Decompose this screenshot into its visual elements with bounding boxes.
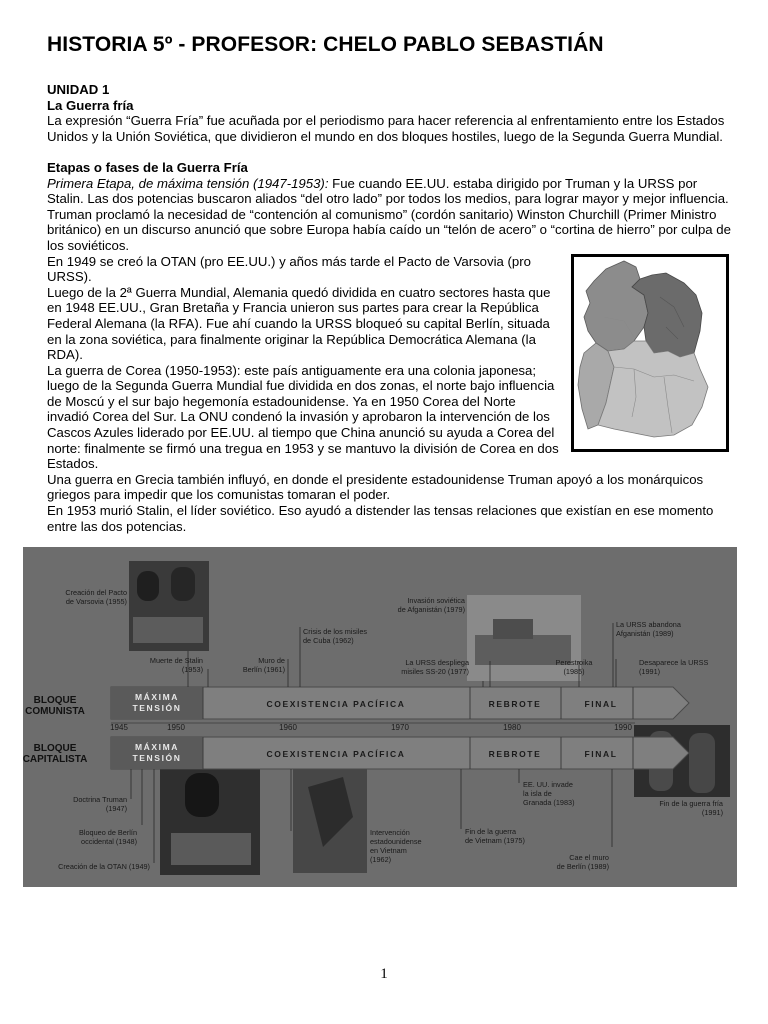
event-fin-guerra-line1: Fin de la guerra fría — [659, 799, 723, 808]
spacer — [47, 144, 737, 160]
event-ss20-line1: La URSS despliega — [405, 658, 469, 667]
timeline-graphic — [23, 547, 737, 887]
band-bottom-coexistencia: COEXISTENCIA PACÍFICA — [266, 749, 406, 759]
year-1960: 1960 — [279, 723, 297, 732]
bloc-top-line1: BLOQUE — [33, 695, 77, 706]
band-bottom-maxima-line1: MÁXIMA — [134, 742, 180, 752]
event-pacto-line1: Creación del Pacto — [65, 588, 127, 597]
unit-label: UNIDAD 1 — [47, 82, 110, 97]
event-perestroika-line2: (1985) — [563, 667, 585, 676]
band-bottom-final: FINAL — [584, 749, 618, 759]
band-top-rebrote: REBROTE — [488, 699, 542, 709]
event-muro-line1: Muro de — [258, 656, 285, 665]
event-vietnam-fin-line1: Fin de la guerra — [465, 827, 517, 836]
body-text — [47, 82, 737, 534]
band-top-coexistencia: COEXISTENCIA PACÍFICA — [266, 699, 406, 709]
event-granada-line1: EE. UU. invade — [523, 780, 573, 789]
band-top-final: FINAL — [584, 699, 618, 709]
event-vietnam-int-line4: (1962) — [370, 855, 392, 864]
year-1950: 1950 — [167, 723, 185, 732]
event-vietnam-int-line3: en Vietnam — [370, 846, 407, 855]
page-title: HISTORIA 5º - PROFESOR: CHELO PABLO SEBASTIÁN — [47, 33, 604, 56]
greece-paragraph: Una guerra en Grecia también influyó, en donde el presidente estadounidense Truman apoyó a los monárquicos griegos para impedir que los comunistas tomaran el poder. — [47, 471, 704, 503]
germany-map-figure — [571, 254, 729, 452]
otan-paragraph: En 1949 se creó la OTAN (pro EE.UU.) y años más tarde el Pacto de Varsovia (pro URSS). — [47, 253, 531, 285]
cold-war-timeline-figure — [23, 547, 737, 887]
event-fin-guerra-line2: (1991) — [701, 808, 723, 817]
event-ss20-line2: misiles SS-20 (1977) — [401, 667, 469, 676]
first-stage-label: Primera Etapa, de máxima tensión (1947-1953): — [47, 175, 329, 191]
event-afganistan-line2: de Afganistán (1979) — [397, 605, 465, 614]
band-top-maxima-line1: MÁXIMA — [134, 692, 180, 702]
event-granada-line2: la isla de — [523, 789, 552, 798]
event-vietnam-fin-line2: de Vietnam (1975) — [465, 836, 525, 845]
event-otan: Creación de la OTAN (1949) — [58, 862, 150, 871]
year-1990: 1990 — [614, 723, 632, 732]
year-1945: 1945 — [110, 723, 128, 732]
event-perestroika-line1: Perestroika — [555, 658, 593, 667]
event-muro-line2: Berlín (1961) — [242, 665, 285, 674]
section-heading-etapas: Etapas o fases de la Guerra Fría — [47, 159, 248, 175]
event-stalin-line1: Muerte de Stalin — [149, 656, 203, 665]
band-bottom-rebrote: REBROTE — [488, 749, 542, 759]
band-bottom-maxima-line2: TENSIÓN — [132, 753, 182, 763]
germany-paragraph: Luego de la 2ª Guerra Mundial, Alemania quedó dividida en cuatro sectores hasta que en 1948 EE.UU., Gran Bretaña y Francia unieron sus partes para crear la República Federal Alemana (la RFA). Fue ahí cuando la URSS bloqueó su capital Berlín, situada en la zona soviética, para finalmente originar la República Democrática Alemana (la RDA). — [47, 284, 551, 363]
first-stage-text: Fue cuando EE.UU. estaba dirigido por Truman y la URSS por Stalin. Las dos potencias buscaron aliados “del otro lado” por todos los medios, para lograr mayor y mejor influencia. Truman proclamó la necesidad de “contención al comunismo” (cordón sanitario) Winston Churchill (Primer Ministro británico) en un discurso anunció que sobre Europa había caído un “telón de acero” o “cortina de hierro” por culpa de los soviéticos. — [47, 175, 731, 253]
event-desaparece-line2: (1991) — [639, 667, 661, 676]
event-cae-muro-line1: Cae el muro — [569, 853, 609, 862]
event-truman-line2: (1947) — [105, 804, 127, 813]
event-pacto-line2: de Varsovia (1955) — [65, 597, 127, 606]
event-bloqueo-line2: occidental (1948) — [81, 837, 137, 846]
event-abandona-line2: Afganistán (1989) — [616, 629, 674, 638]
event-cuba-line1: Crisis de los misiles — [303, 627, 368, 636]
korea-paragraph: La guerra de Corea (1950-1953): este país antiguamente era una colonia japonesa; luego de la Segunda Guerra Mundial fue dividida en dos zonas, el norte bajo influencia de Moscú y el sur bajo hegemonía estadounidense. Ya en 1950 Corea del Norte invadió Corea del Sur. La ONU condenó la invasión y aprobaron la intervención de los Cascos Azules liderado por EE.UU. al tiempo que China anunció su ayuda a Corea del norte: finalmente se firmó una tregua en 1953 y se mantuvo la división de Corea en dos Estados. — [47, 362, 559, 472]
year-1980: 1980 — [503, 723, 521, 732]
stalin-paragraph: En 1953 murió Stalin, el líder soviético. Eso ayudó a distender las tensas relaciones que existían en ese momento entre las dos potencias. — [47, 503, 714, 534]
event-truman-line1: Doctrina Truman — [73, 795, 127, 804]
page-number: 1 — [380, 966, 388, 982]
event-cae-muro-line2: de Berlín (1989) — [556, 862, 609, 871]
year-1970: 1970 — [391, 723, 409, 732]
event-desaparece-line1: Desaparece la URSS — [639, 658, 709, 667]
event-cuba-line2: de Cuba (1962) — [303, 636, 354, 645]
event-granada-line3: Granada (1983) — [523, 798, 575, 807]
event-abandona-line1: La URSS abandona — [616, 620, 681, 629]
intro-paragraph: La expresión “Guerra Fría” fue acuñada por el periodismo para hacer referencia al enfrentamiento entre los Estados Unidos y la Unión Soviética, que dividieron el mundo en dos bloques hostiles, luego de la Segunda Guerra Mundial. — [47, 113, 725, 144]
bloc-bottom-line1: BLOQUE — [33, 743, 77, 754]
event-afganistan-line1: Invasión soviética — [407, 596, 465, 605]
event-stalin-line2: (1953) — [181, 665, 203, 674]
germany-map-image — [574, 257, 726, 449]
section-heading-guerra-fria: La Guerra fría — [47, 97, 134, 113]
event-vietnam-int-line1: Intervención — [370, 828, 410, 837]
bloc-bottom-line2: CAPITALISTA — [23, 754, 88, 765]
first-stage-paragraph — [47, 176, 737, 254]
bloc-top-line2: COMUNISTA — [25, 706, 85, 717]
band-top-maxima-line2: TENSIÓN — [132, 703, 182, 713]
event-vietnam-int-line2: estadounidense — [370, 837, 422, 846]
event-bloqueo-line1: Bloqueo de Berlín — [78, 828, 137, 837]
